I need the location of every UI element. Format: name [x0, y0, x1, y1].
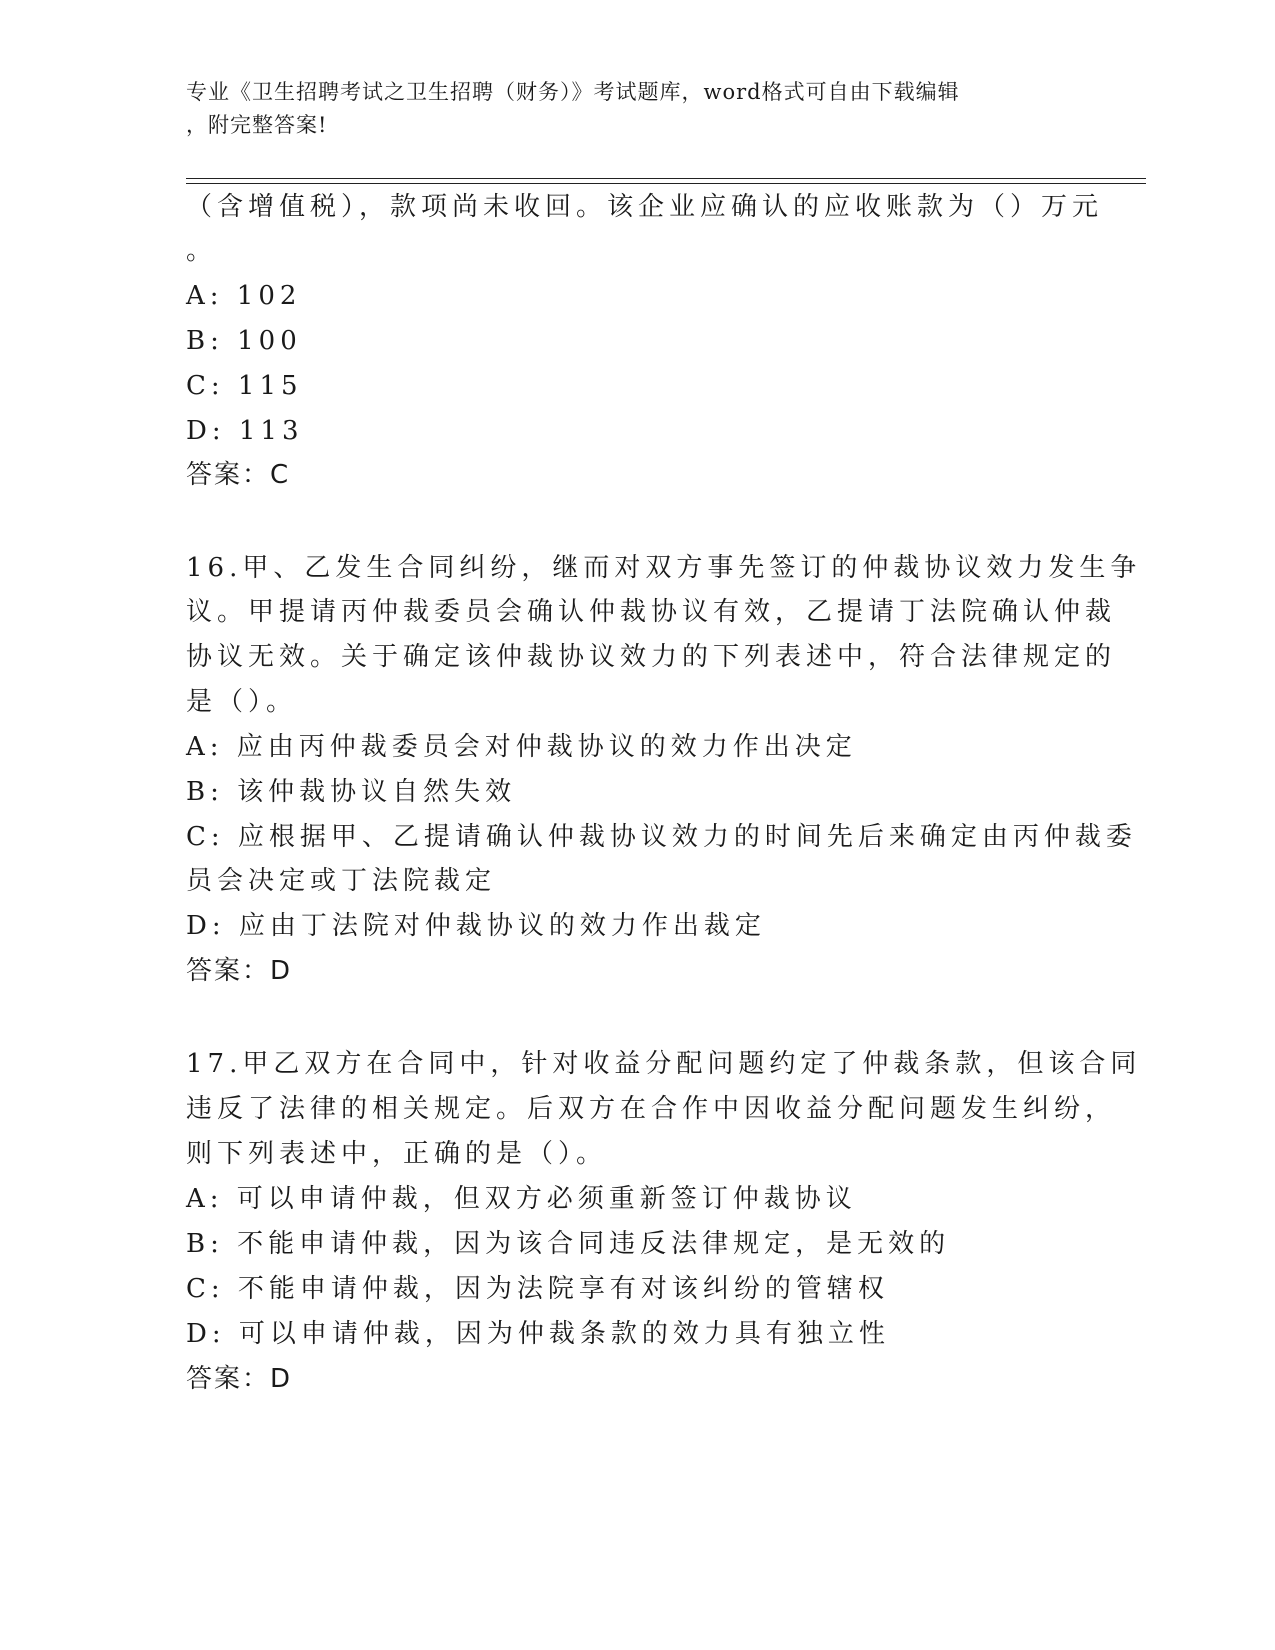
- q17-option-c: C: 不能申请仲裁，因为法院享有对该纠纷的管辖权: [186, 1274, 889, 1304]
- q17-option-b: B: 不能申请仲裁，因为该合同违反法律规定，是无效的: [186, 1229, 951, 1259]
- q15-option-a: A: 102: [186, 281, 302, 311]
- q15-answer: 答案：C: [186, 460, 291, 490]
- header-line-2: ，附完整答案!: [186, 113, 328, 137]
- q16-stem-line-1: 16.甲、乙发生合同纠纷，继而对双方事先签订的仲裁协议效力发生争: [186, 553, 1142, 583]
- q15-option-c: C: 115: [186, 371, 303, 401]
- document-header: [186, 76, 1066, 142]
- q16-option-b: B: 该仲裁协议自然失效: [186, 777, 517, 807]
- q15-stem-line-1: （含增值税），款项尚未收回。该企业应确认的应收账款为（）万元: [186, 192, 1104, 222]
- q15-option-b: B: 100: [186, 326, 302, 356]
- q16-option-c-line-1: C: 应根据甲、乙提请确认仲裁协议效力的时间先后来确定由丙仲裁委: [186, 822, 1137, 852]
- q15-option-d: D: 113: [186, 416, 304, 446]
- q17-stem-line-1: 17.甲乙双方在合同中，针对收益分配问题约定了仲裁条款，但该合同: [186, 1049, 1142, 1079]
- q16-option-c-line-2: 员会决定或丁法院裁定: [186, 866, 497, 896]
- q17-option-a: A: 可以申请仲裁，但双方必须重新签订仲裁协议: [186, 1184, 857, 1214]
- q16-answer: 答案：D: [186, 956, 293, 986]
- q17-answer: 答案：D: [186, 1364, 293, 1394]
- q15-stem-line-2: 。: [186, 236, 218, 266]
- q17-stem-line-2: 违反了法律的相关规定。后双方在合作中因收益分配问题发生纠纷，: [186, 1094, 1117, 1124]
- q16-option-a: A: 应由丙仲裁委员会对仲裁协议的效力作出决定: [186, 732, 857, 762]
- q17-option-d: D: 可以申请仲裁，因为仲裁条款的效力具有独立性: [186, 1319, 890, 1349]
- q16-stem-line-3: 协议无效。关于确定该仲裁协议效力的下列表述中，符合法律规定的: [186, 642, 1117, 672]
- q16-option-d: D: 应由丁法院对仲裁协议的效力作出裁定: [186, 911, 766, 941]
- q16-stem-line-4: 是（）。: [186, 687, 298, 717]
- header-line-1: 专业《卫生招聘考试之卫生招聘（财务）》考试题库，word格式可自由下载编辑: [186, 80, 960, 104]
- header-divider-bottom: [186, 183, 1146, 184]
- q16-stem-line-2: 议。甲提请丙仲裁委员会确认仲裁协议有效，乙提请丁法院确认仲裁: [186, 597, 1117, 627]
- q17-stem-line-3: 则下列表述中，正确的是（）。: [186, 1139, 608, 1169]
- header-divider-top: [186, 178, 1146, 179]
